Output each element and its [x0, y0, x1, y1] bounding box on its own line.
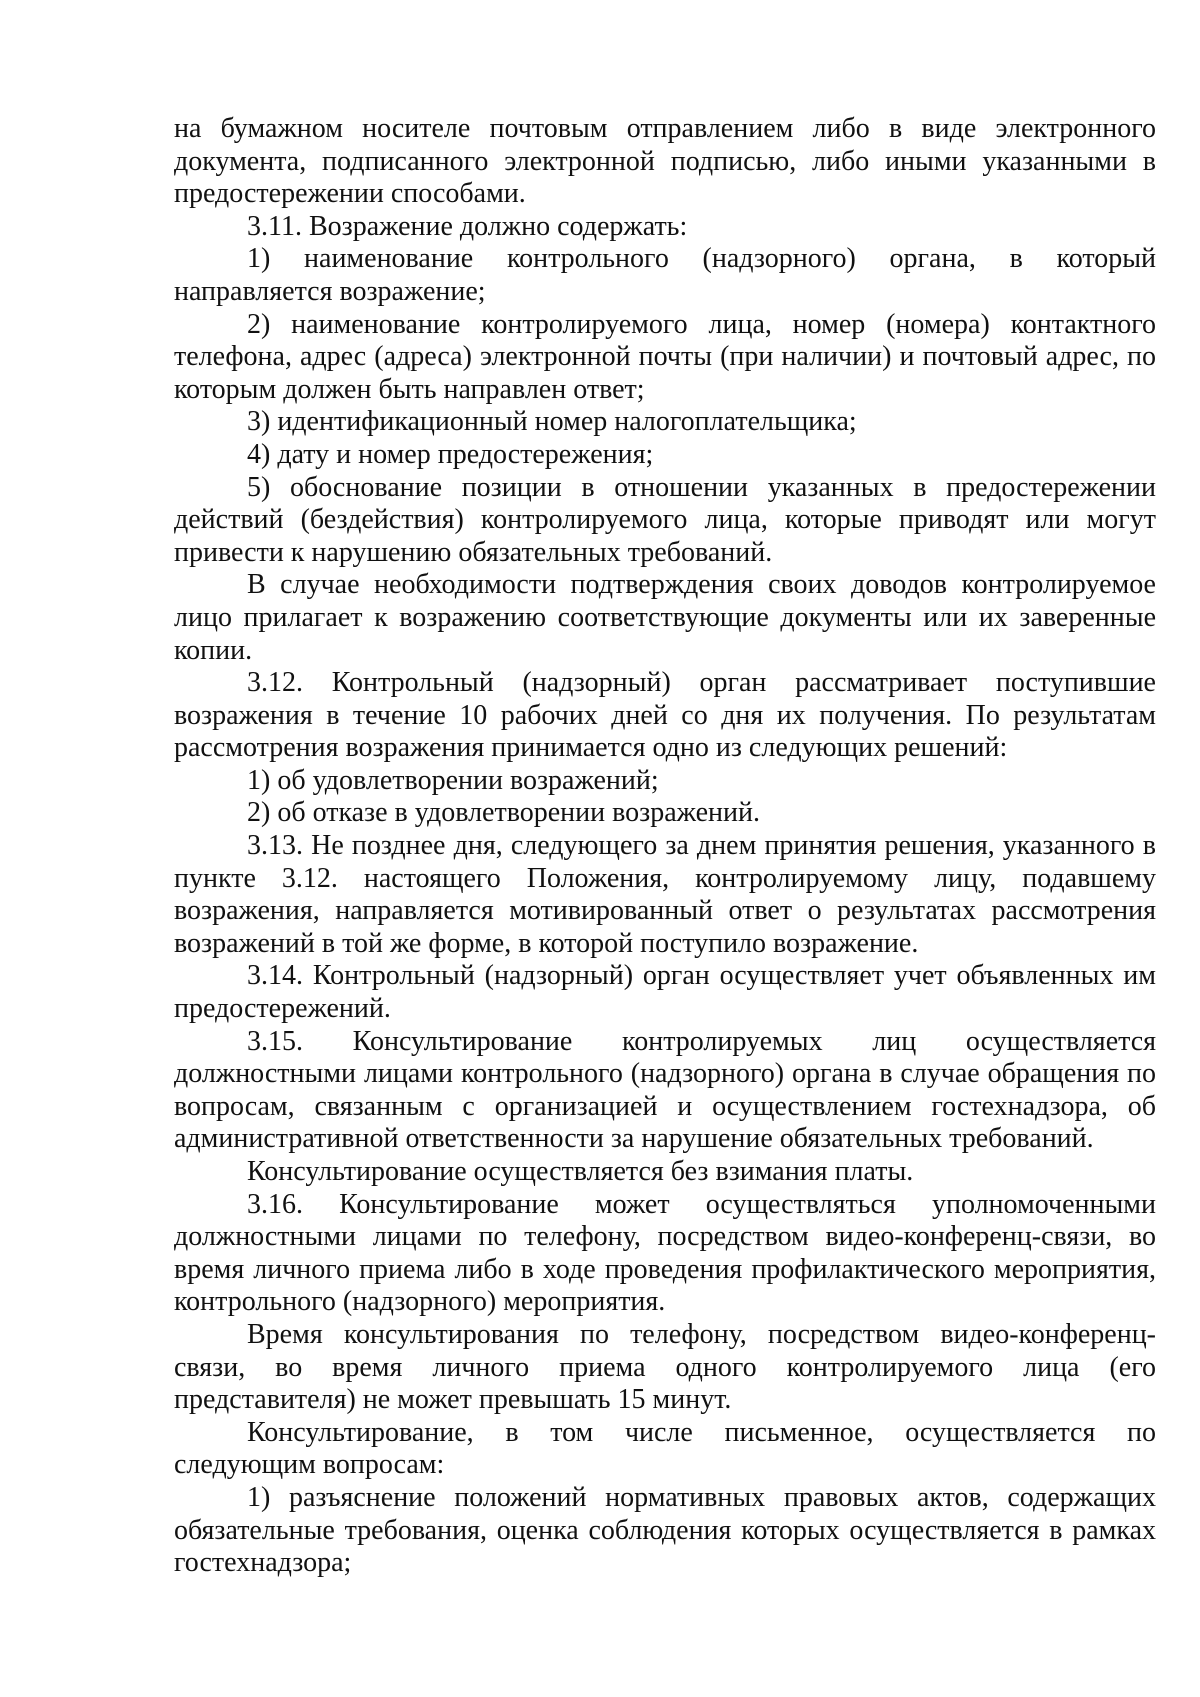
paragraph-3-11: 3.11. Возражение должно содержать:	[247, 210, 688, 242]
paragraph-3-15: 3.15. Консультирование контролируемых лиц осуществляется должностными лицами контрольного (надзорного) органа в случае обращения по вопросам, связанным с организацией и осуществлением гостехнадзора, об административной ответственности за нарушение обязательных требований.	[174, 1025, 1156, 1155]
document-body	[174, 113, 1156, 1580]
paragraph-3-16: 3.16. Консультирование может осуществляться уполномоченными должностными лицами по телефону, посредством видео-конференц-связи, во время личного приема либо в ходе проведения профилактического мероприятия, контрольного (надзорного) мероприятия.	[174, 1188, 1156, 1318]
list-item-3-11-3: 3) идентификационный номер налогоплательщика;	[247, 406, 857, 438]
list-item-3-12-1: 1) об удовлетворении возражений;	[247, 764, 659, 796]
paragraph-3-12: 3.12. Контрольный (надзорный) орган рассматривает поступившие возражения в течение 10 рабочих дней со дня их получения. По результатам рассмотрения возражения принимается одно из следующих решений:	[174, 667, 1156, 764]
paragraph-free-consultation: Консультирование осуществляется без взимания платы.	[247, 1156, 914, 1187]
list-item-topic-1: 1) разъяснение положений нормативных правовых актов, содержащих обязательные требования, оценка соблюдения которых осуществляется в рамках гостехнадзора;	[174, 1481, 1156, 1579]
paragraph-consultation-topics: Консультирование, в том числе письменное, осуществляется по следующим вопросам:	[174, 1416, 1156, 1481]
paragraph-attachments: В случае необходимости подтверждения своих доводов контролируемое лицо прилагает к возражению соответствующие документы или их заверенные копии.	[174, 569, 1156, 666]
paragraph-consultation-time: Время консультирования по телефону, посредством видео-конференц-связи, во время личного приема одного контролируемого лица (его представителя) не может превышать 15 минут.	[174, 1318, 1156, 1416]
list-item-3-11-2: 2) наименование контролируемого лица, номер (номера) контактного телефона, адрес (адреса) электронной почты (при наличии) и почтовый адрес, по которым должен быть направлен ответ;	[174, 308, 1156, 405]
list-item-3-11-1: 1) наименование контрольного (надзорного) органа, в который направляется возражение;	[174, 243, 1156, 307]
paragraph-3-13: 3.13. Не позднее дня, следующего за днем принятия решения, указанного в пункте 3.12. настоящего Положения, контролируемому лицу, подавшему возражения, направляется мотивированный ответ о результатах рассмотрения возражений в той же форме, в которой поступило возражение.	[174, 830, 1156, 959]
list-item-3-12-2: 2) об отказе в удовлетворении возражений.	[247, 797, 761, 829]
paragraph-continuation: на бумажном носителе почтовым отправлением либо в виде электронного документа, подписанного электронной подписью, либо иными указанными в предостережении способами.	[174, 113, 1156, 210]
list-item-3-11-5: 5) обоснование позиции в отношении указанных в предостережении действий (бездействия) контролируемого лица, которые приводят или могут привести к нарушению обязательных требований.	[174, 471, 1156, 568]
paragraph-3-14: 3.14. Контрольный (надзорный) орган осуществляет учет объявленных им предостережений.	[174, 960, 1156, 1025]
list-item-3-11-4: 4) дату и номер предостережения;	[247, 438, 654, 470]
